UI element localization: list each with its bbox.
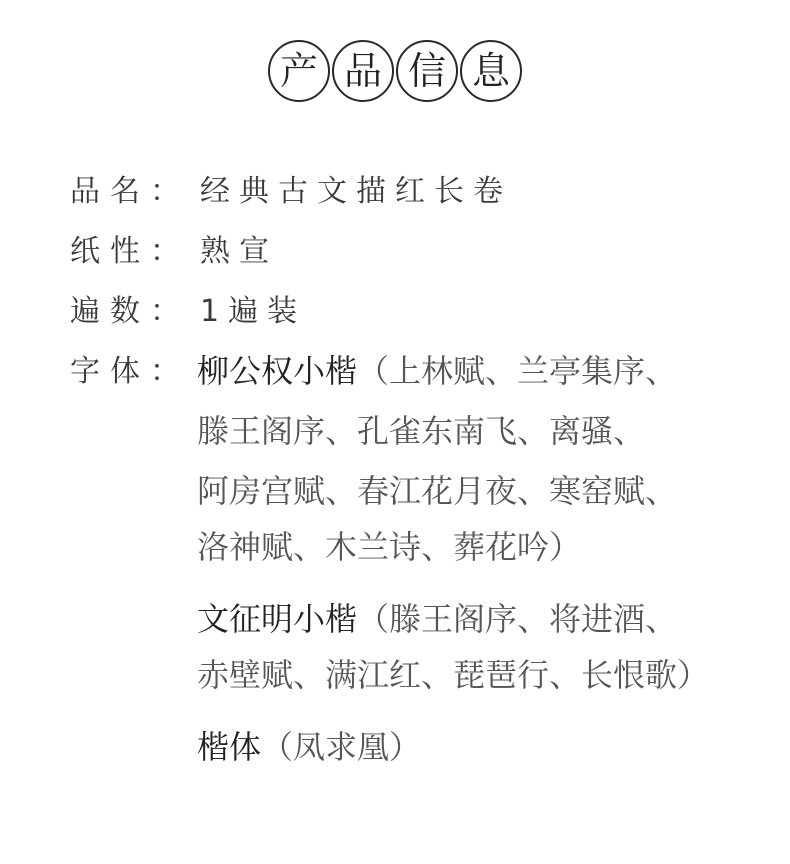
title-char-circle: 品 — [332, 40, 394, 102]
field-value-paper-type: 熟宣 — [200, 234, 278, 269]
field-label-product-name: 品名： — [70, 174, 190, 209]
field-value-count: 1遍装 — [200, 294, 307, 329]
font-liu-works: （上林赋、兰亭集序、 — [357, 352, 678, 390]
font-liu-line-4: 洛神赋、木兰诗、葬花吟） — [197, 528, 582, 566]
title-char-circle: 息 — [460, 40, 522, 102]
font-wen-line-2: 赤壁赋、满江红、琵琶行、长恨歌） — [197, 656, 710, 694]
field-label-font: 字体： — [70, 354, 190, 389]
field-label-paper-type: 纸性： — [70, 234, 190, 269]
page-title — [0, 40, 790, 102]
font-wen-name: 文征明小楷 — [197, 600, 358, 638]
font-liu-name: 柳公权小楷 — [197, 352, 358, 390]
field-value-product-name: 经典古文描红长卷 — [200, 174, 512, 209]
font-liu-line-3: 阿房宫赋、春江花月夜、寒窑赋、 — [197, 472, 678, 510]
font-wen-line-1 — [197, 594, 677, 640]
font-liu-line-1 — [197, 346, 677, 392]
field-label-count: 遍数： — [70, 294, 190, 329]
title-char-circle: 产 — [268, 40, 330, 102]
font-wen-works: （滕王阁序、将进酒、 — [357, 600, 678, 638]
font-kai-name: 楷体 — [197, 728, 262, 766]
font-kai-works: （凤求凰） — [261, 728, 422, 766]
title-char-circle: 信 — [396, 40, 458, 102]
font-kai-line — [197, 722, 421, 768]
font-liu-line-2: 滕王阁序、孔雀东南飞、离骚、 — [197, 412, 646, 450]
